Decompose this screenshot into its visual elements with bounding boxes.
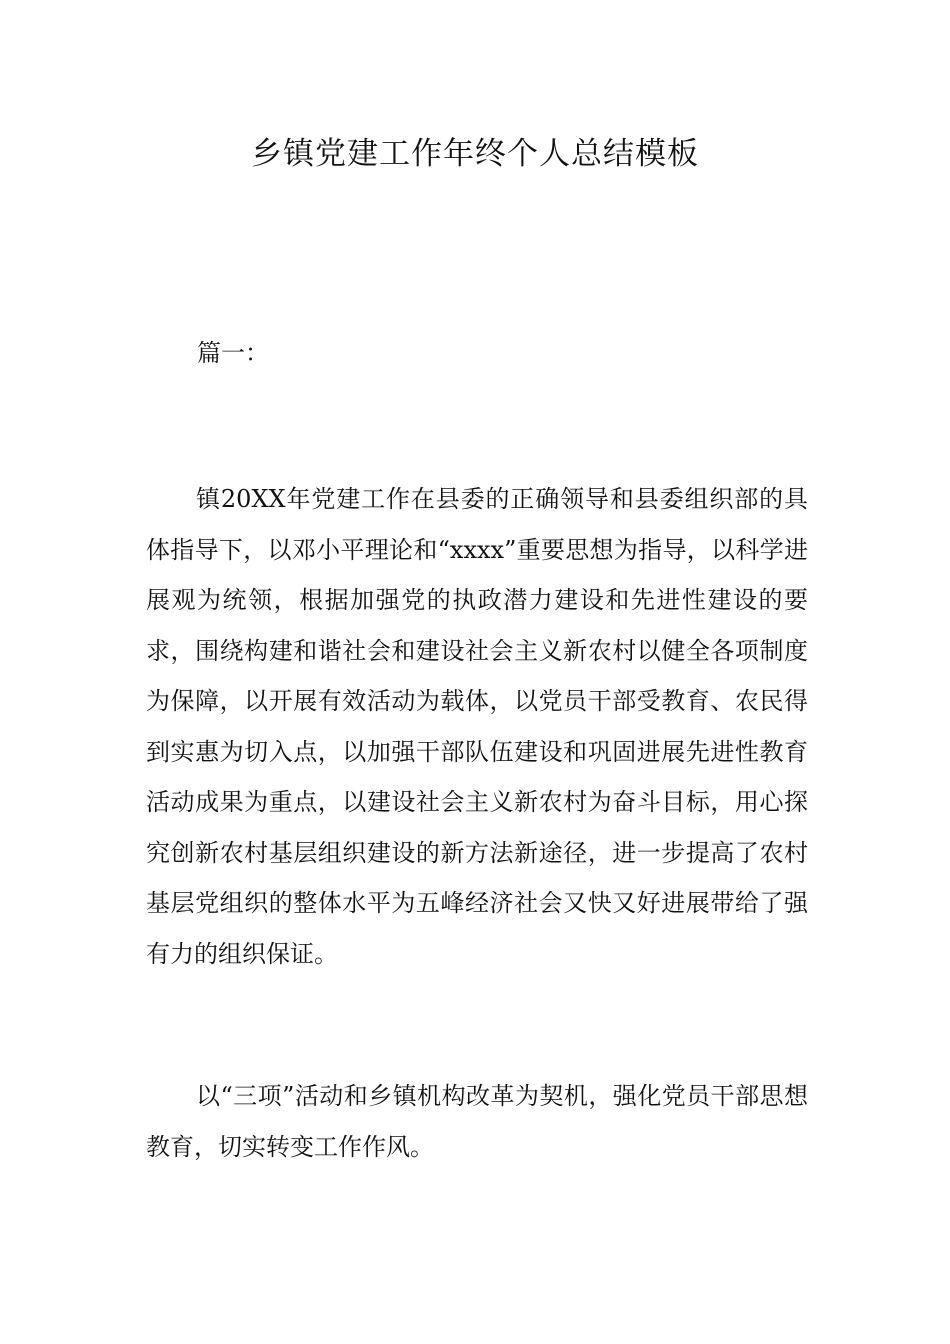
body-paragraph-1: 镇20XX年党建工作在县委的正确领导和县委组织部的具体指导下，以邓小平理论和“xxxx”重要思想为指导，以科学进展观为统领，根据加强党的执政潜力建设和先进性建设的要求，围绕构建和谐社会和建设社会主义新农村以健全各项制度为保障，以开展有效活动为载体，以党员干部受教育、农民得到实惠为切入点，以加强干部队伍建设和巩固进展先进性教育活动成果为重点，以建设社会主义新农村为奋斗目标，用心探究创新农村基层组织建设的新方法新途径，进一步提高了农村基层党组织的整体水平为五峰经济社会又快又好进展带给了强有力的组织保证。 [146,485,808,968]
section-label: 篇一： [197,339,269,367]
body-paragraph-2: 以“三项”活动和乡镇机构改革为契机，强化党员干部思想教育，切实转变工作作风。 [146,1082,808,1161]
document-title: 乡镇党建工作年终个人总结模板 [251,136,699,172]
